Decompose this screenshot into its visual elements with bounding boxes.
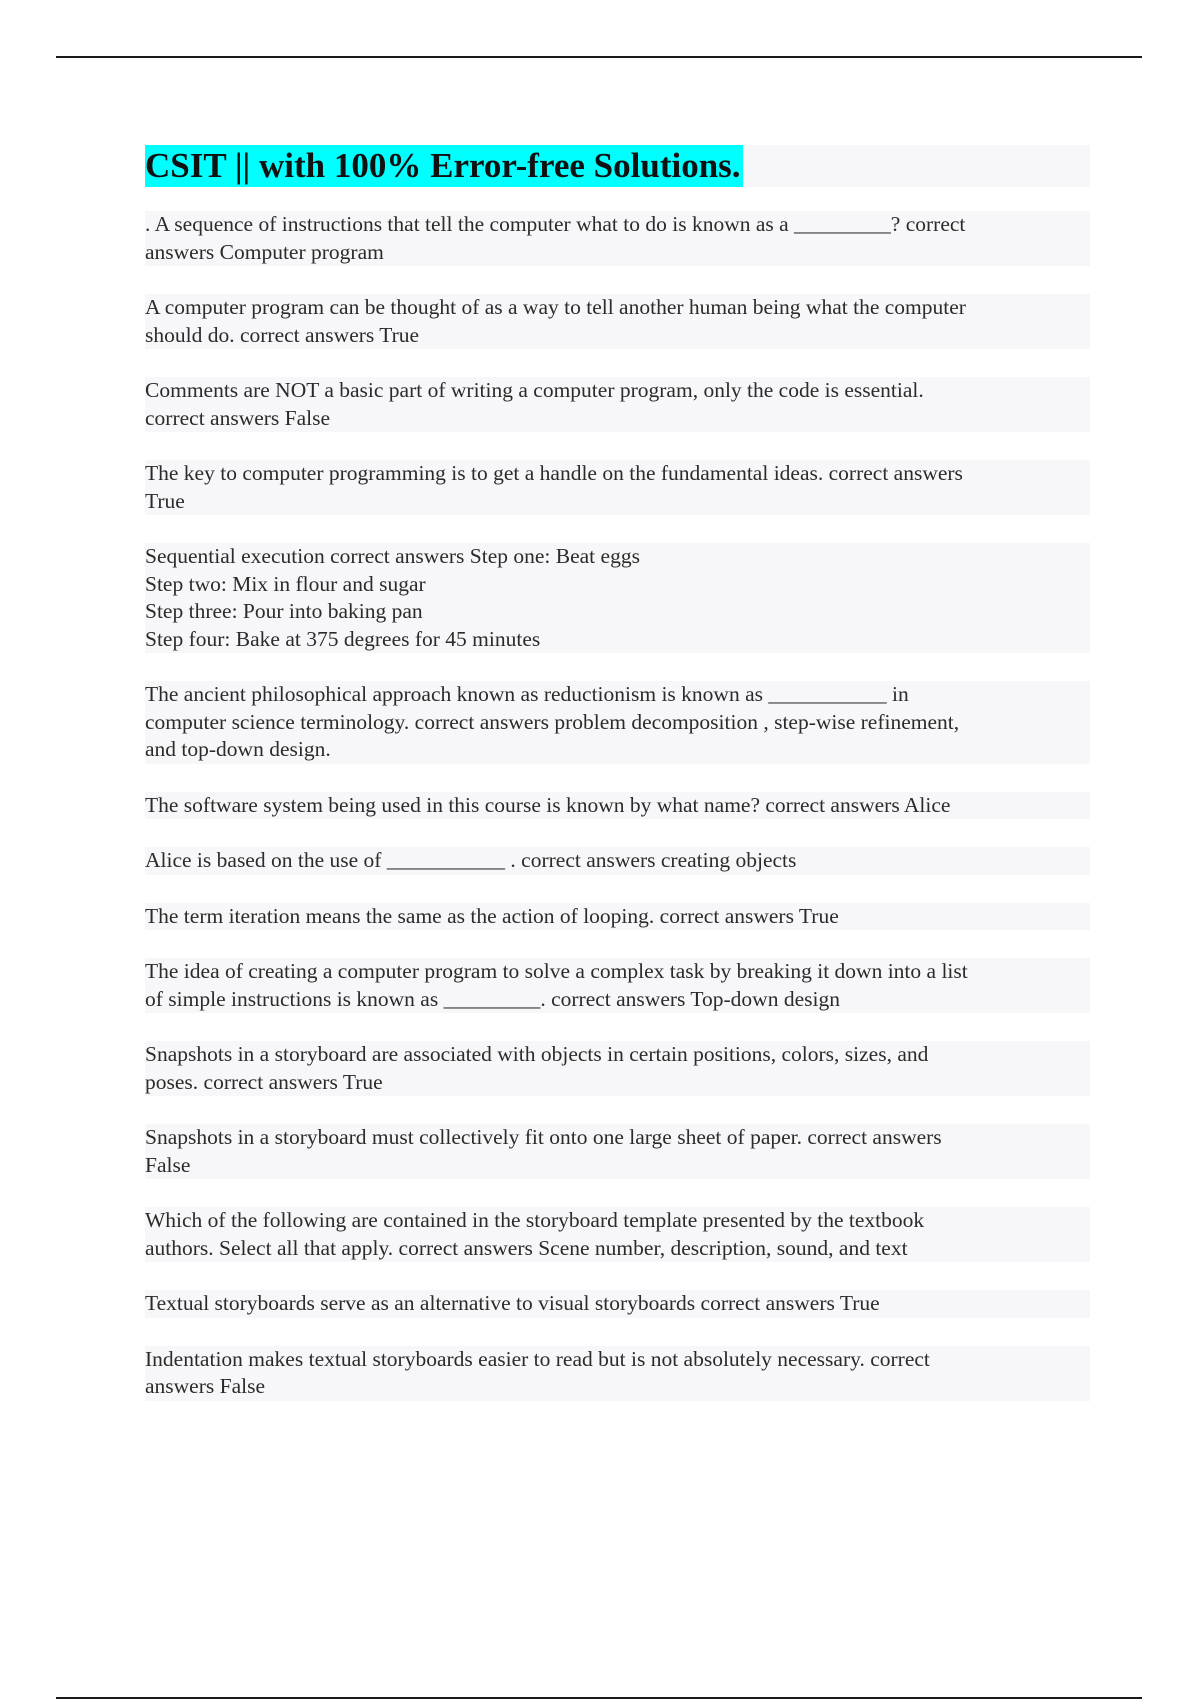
qa-item-5: Sequential execution correct answers Step one: Beat eggs Step two: Mix in flour and sugar Step three: Pour into baking pan Step four: Bake at 375 degrees for 45 minutes (145, 543, 1090, 653)
qa-item-12: Snapshots in a storyboard must collectively fit onto one large sheet of paper. correct answers False (145, 1124, 1090, 1179)
qa-item-1: . A sequence of instructions that tell the computer what to do is known as a _________? correct answers Computer program (145, 211, 1090, 266)
qa-item-8: Alice is based on the use of ___________ . correct answers creating objects (145, 847, 1090, 875)
qa-item-13: Which of the following are contained in the storyboard template presented by the textbook authors. Select all that apply. correct answers Scene number, description, sound, and text (145, 1207, 1090, 1262)
qa-item-6: The ancient philosophical approach known as reductionism is known as ___________ in computer science terminology. correct answers problem decomposition , step-wise refinement, and top-down design. (145, 681, 1090, 764)
document-body (145, 145, 1090, 1429)
qa-item-9: The term iteration means the same as the action of looping. correct answers True (145, 903, 1090, 931)
bottom-rule (56, 1697, 1142, 1699)
page-title: CSIT || with 100% Error-free Solutions. (145, 146, 741, 185)
qa-item-10: The idea of creating a computer program to solve a complex task by breaking it down into a list of simple instructions is known as _________. correct answers Top-down design (145, 958, 1090, 1013)
qa-item-15: Indentation makes textual storyboards easier to read but is not absolutely necessary. correct answers False (145, 1346, 1090, 1401)
title-row (145, 145, 1090, 187)
qa-item-14: Textual storyboards serve as an alternative to visual storyboards correct answers True (145, 1290, 1090, 1318)
qa-item-2: A computer program can be thought of as a way to tell another human being what the computer should do. correct answers True (145, 294, 1090, 349)
qa-item-11: Snapshots in a storyboard are associated with objects in certain positions, colors, sizes, and poses. correct answers True (145, 1041, 1090, 1096)
top-rule (56, 56, 1142, 58)
qa-item-7: The software system being used in this course is known by what name? correct answers Alice (145, 792, 1090, 820)
qa-item-3: Comments are NOT a basic part of writing a computer program, only the code is essential. correct answers False (145, 377, 1090, 432)
qa-item-4: The key to computer programming is to get a handle on the fundamental ideas. correct answers True (145, 460, 1090, 515)
